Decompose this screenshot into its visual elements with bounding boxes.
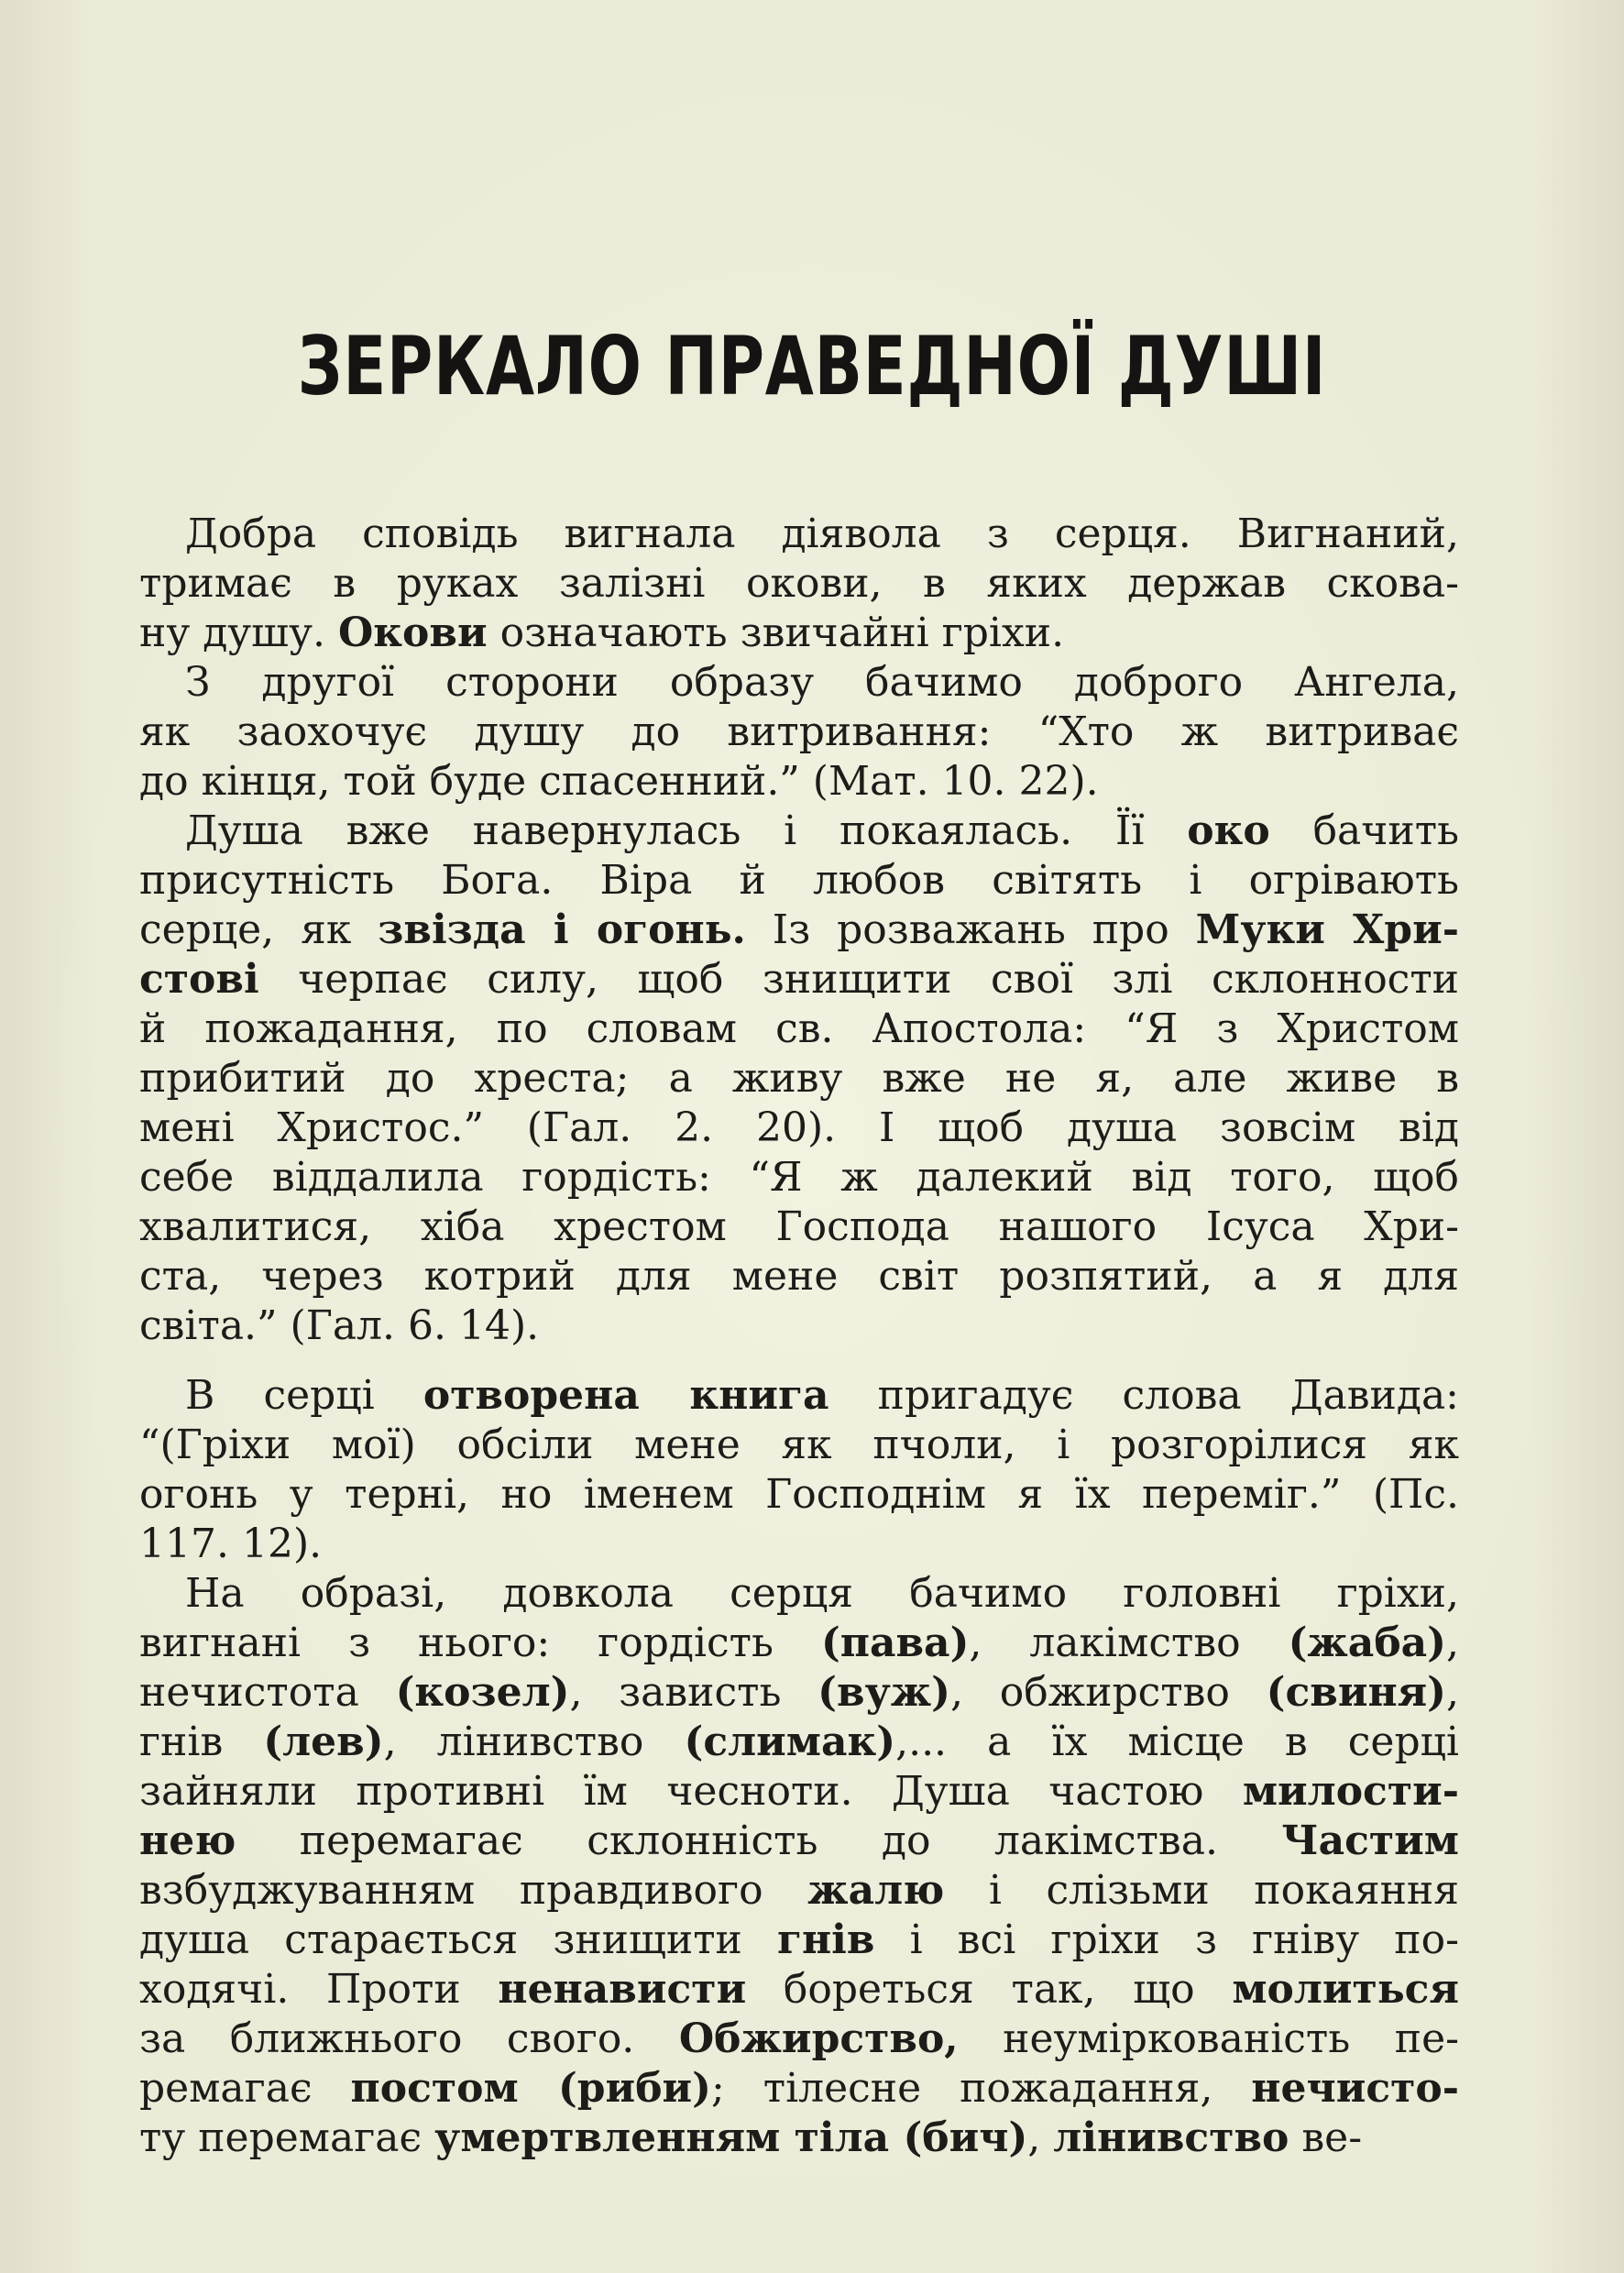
text-line xyxy=(139,955,1459,1005)
text-run: ве- xyxy=(1289,2114,1363,2161)
text-line xyxy=(139,1619,1459,1668)
text-line xyxy=(139,856,1459,906)
bold-text: умертвленням тіла (бич) xyxy=(434,2114,1028,2161)
text-run: В серці xyxy=(185,1372,423,1419)
bold-text: лінивство xyxy=(1053,2114,1289,2161)
text-run: ,... а їх місце в серці xyxy=(895,1718,1459,1765)
body-text xyxy=(139,510,1459,2163)
text-run: бачить xyxy=(1269,807,1460,854)
bold-text: милости- xyxy=(1242,1768,1459,1815)
text-line xyxy=(139,2064,1459,2114)
bold-text: жалю xyxy=(807,1867,945,1914)
text-line xyxy=(139,757,1459,807)
text-line xyxy=(139,510,1459,559)
text-line xyxy=(139,1470,1459,1520)
text-run: неумірковaність пе- xyxy=(958,2015,1459,2062)
bold-text: ненависти xyxy=(498,1966,747,2013)
text-run: за ближнього свого. xyxy=(139,2015,679,2062)
text-line xyxy=(139,807,1459,856)
bold-text: звізда і огонь. xyxy=(378,906,746,953)
text-run: себе віддалила гордість: “Я ж далекий від того, щоб xyxy=(139,1154,1459,1201)
paragraph-gap xyxy=(139,1351,1459,1371)
text-run: означають звичайні гріхи. xyxy=(487,609,1065,656)
bold-text: (жаба) xyxy=(1288,1620,1446,1666)
bold-text: (лев) xyxy=(263,1718,384,1765)
text-run: зайняли противні їм чесноти. Душа частою xyxy=(139,1768,1243,1815)
paragraph xyxy=(139,510,1459,658)
text-run: Душа вже навернулась і покаялась. Її xyxy=(185,807,1188,854)
bold-text: молиться xyxy=(1232,1966,1459,2013)
text-line xyxy=(139,708,1459,757)
text-run: тримає в руках залізні окови, в яких держав скова- xyxy=(139,560,1459,607)
page-title: ЗЕРКАЛО ПРАВЕДНОЇ ДУШІ xyxy=(297,319,1327,413)
text-run: З другої сторони образу бачимо доброго Ангела, xyxy=(185,659,1459,706)
bold-text: (козел) xyxy=(395,1669,570,1716)
text-run: ходячі. Проти xyxy=(139,1966,499,2013)
text-line xyxy=(139,1153,1459,1202)
text-run: хвалитися, хіба хрестом Господа нашого Ісуса Хри- xyxy=(139,1203,1459,1250)
text-run: мені Христос.” (Гал. 2. 20). І щоб душа зовсім від xyxy=(139,1104,1459,1151)
bold-text: нечисто- xyxy=(1251,2065,1459,2112)
text-run: пригадує слова Давида: xyxy=(828,1372,1459,1419)
bold-text: стові xyxy=(139,956,259,1003)
text-run: прибитий до хреста; а живу вже не я, але живе в xyxy=(139,1055,1459,1102)
text-line xyxy=(139,1520,1459,1569)
text-line xyxy=(139,1202,1459,1252)
text-run: , лакімство xyxy=(969,1620,1289,1666)
text-line xyxy=(139,1301,1459,1351)
bold-text: постом (риби) xyxy=(350,2065,711,2112)
text-run: огонь у терні, но іменем Господнім я їх переміг.” (Пс. xyxy=(139,1471,1459,1518)
text-line xyxy=(139,559,1459,609)
text-run: як заохочує душу до витривання: “Хто ж витриває xyxy=(139,708,1459,755)
text-run: 117. 12). xyxy=(139,1521,323,1567)
text-line xyxy=(139,658,1459,708)
text-line xyxy=(139,1866,1459,1916)
text-line xyxy=(139,1817,1459,1866)
text-line xyxy=(139,1718,1459,1767)
bold-text: око xyxy=(1187,807,1270,854)
text-line xyxy=(139,1252,1459,1301)
text-run: вигнані з нього: гордість xyxy=(139,1620,821,1666)
bold-text: (слимак) xyxy=(684,1718,896,1765)
text-run: і слізьми покаяння xyxy=(944,1867,1459,1914)
text-line xyxy=(139,1054,1459,1104)
text-run: ста, через котрий для мене світ розпятий, а я для xyxy=(139,1253,1459,1300)
bold-text: Окови xyxy=(337,609,488,656)
text-run: присутність Бога. Віра й любов світять і огрівають xyxy=(139,857,1459,904)
text-line xyxy=(139,2114,1459,2163)
text-run: ту перемагає xyxy=(139,2114,435,2161)
text-run: бореться так, що xyxy=(746,1966,1233,2013)
text-run: й пожадання, по словам св. Апостола: “Я з Христом xyxy=(139,1005,1459,1052)
text-line xyxy=(139,609,1459,658)
text-run: Із розважань про xyxy=(745,906,1196,953)
text-run: і всі гріхи з гніву по- xyxy=(874,1916,1459,1963)
text-run: до кінця, той буде спасенний.” (Мат. 10. 22). xyxy=(139,758,1099,805)
text-line xyxy=(139,1104,1459,1153)
text-run: ну душу. xyxy=(139,609,338,656)
bold-text: Муки Хри- xyxy=(1195,906,1459,953)
text-run: ремагає xyxy=(139,2065,351,2112)
text-line xyxy=(139,1668,1459,1718)
text-run: перемагає склонність до лакімства. xyxy=(236,1817,1282,1864)
paragraph xyxy=(139,658,1459,807)
text-run: гнів xyxy=(139,1718,264,1765)
text-run: , зависть xyxy=(569,1669,818,1716)
text-line xyxy=(139,2015,1459,2064)
bold-text: (пава) xyxy=(820,1620,970,1666)
text-line xyxy=(139,1965,1459,2015)
text-line xyxy=(139,1421,1459,1470)
text-run: , xyxy=(1446,1669,1459,1716)
text-line xyxy=(139,1005,1459,1054)
text-run: серце, як xyxy=(139,906,379,953)
text-line xyxy=(139,1916,1459,1965)
bold-text: гнів xyxy=(777,1916,875,1963)
paragraph xyxy=(139,1569,1459,2163)
text-run: , обжирство xyxy=(949,1669,1267,1716)
text-run: черпає силу, щоб знищити свої злі склонности xyxy=(258,956,1459,1003)
text-line xyxy=(139,1767,1459,1817)
bold-text: нею xyxy=(139,1817,236,1864)
text-run: взбуджуванням правдивого xyxy=(139,1867,808,1914)
text-run: , xyxy=(1027,2114,1054,2161)
text-run: , xyxy=(1446,1620,1459,1666)
bold-text: (свиня) xyxy=(1266,1669,1446,1716)
text-line xyxy=(139,906,1459,955)
text-run: нечистота xyxy=(139,1669,396,1716)
paragraph xyxy=(139,1371,1459,1569)
text-run: “(Гріхи мої) обсіли мене як пчоли, і розгорілися як xyxy=(139,1422,1459,1468)
text-run: душа старається знищити xyxy=(139,1916,777,1963)
text-run: світа.” (Гал. 6. 14). xyxy=(139,1302,540,1349)
text-run: ; тілесне пожадання, xyxy=(711,2065,1252,2112)
text-run: На образі, довкола серця бачимо головні гріхи, xyxy=(185,1570,1459,1617)
paragraph xyxy=(139,807,1459,1351)
text-line xyxy=(139,1371,1459,1421)
text-line xyxy=(139,1569,1459,1619)
bold-text: отворена книга xyxy=(422,1372,829,1419)
bold-text: Частим xyxy=(1281,1817,1459,1864)
text-run: , лінивство xyxy=(383,1718,685,1765)
bold-text: Обжирство, xyxy=(678,2015,959,2062)
text-run: Добра сповідь вигнала діявола з серця. Вигнаний, xyxy=(185,511,1459,557)
bold-text: (вуж) xyxy=(817,1669,950,1716)
